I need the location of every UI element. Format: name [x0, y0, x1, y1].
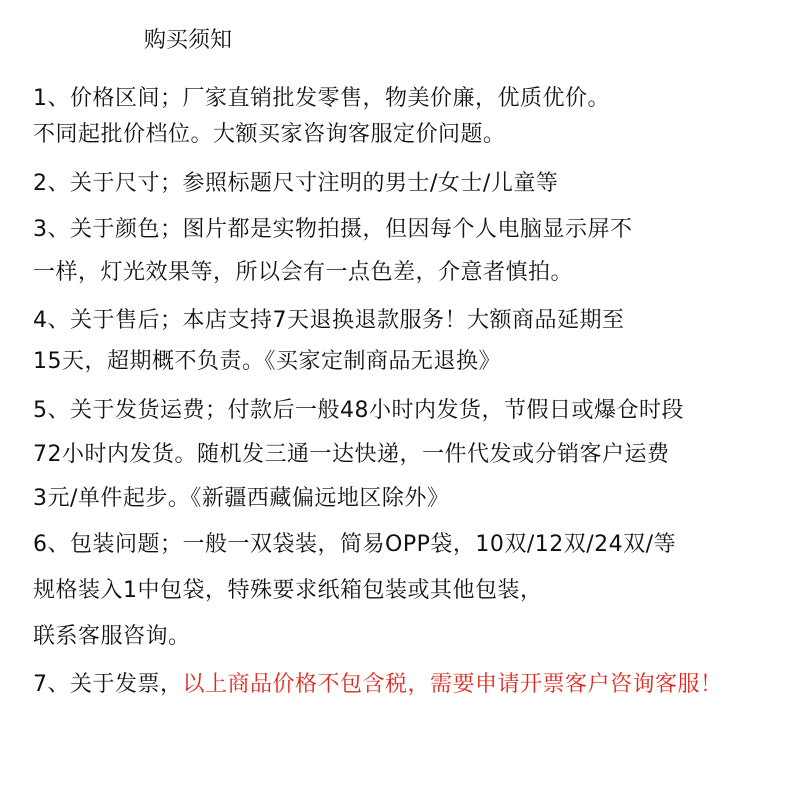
notice-line-3: 2、关于尺寸；参照标题尺寸注明的男士/女士/儿童等 [33, 171, 559, 196]
notice-line-1: 1、价格区间；厂家直销批发零售，物美价廉，优质优价。 [33, 86, 610, 111]
notice-line-7: 15天，超期概不负责。《买家定制商品无退换》 [33, 349, 501, 374]
notice-line-5: 一样，灯光效果等，所以会有一点色差，介意者慎拍。 [33, 260, 574, 285]
notice-line-8: 5、关于发货运费；付款后一般48小时内发货，节假日或爆仓时段 [33, 398, 684, 423]
invoice-prefix: 7、关于发票， [33, 672, 183, 697]
page-title: 购买须知 [144, 28, 233, 53]
notice-line-10: 3元/单件起步。《新疆西藏偏远地区除外》 [33, 486, 450, 511]
notice-line-12: 规格装入1中包袋，特殊要求纸箱包装或其他包装， [33, 578, 543, 603]
notice-line-9: 72小时内发货。随机发三通一达快递，一件代发或分销客户运费 [33, 442, 670, 467]
notice-line-4: 3、关于颜色；图片都是实物拍摄，但因每个人电脑显示屏不 [33, 217, 633, 242]
notice-line-2: 不同起批价档位。大额买家咨询客服定价问题。 [33, 122, 506, 147]
invoice-tax-notice: 以上商品价格不包含税，需要申请开票客户咨询客服！ [182, 672, 723, 697]
notice-line-14 [33, 668, 723, 702]
notice-line-13: 联系客服咨询。 [33, 624, 191, 649]
notice-line-6: 4、关于售后；本店支持7天退换退款服务！大额商品延期至 [33, 308, 625, 333]
notice-line-11: 6、包装问题；一般一双袋装，简易OPP袋，10双/12双/24双/等 [33, 532, 677, 557]
